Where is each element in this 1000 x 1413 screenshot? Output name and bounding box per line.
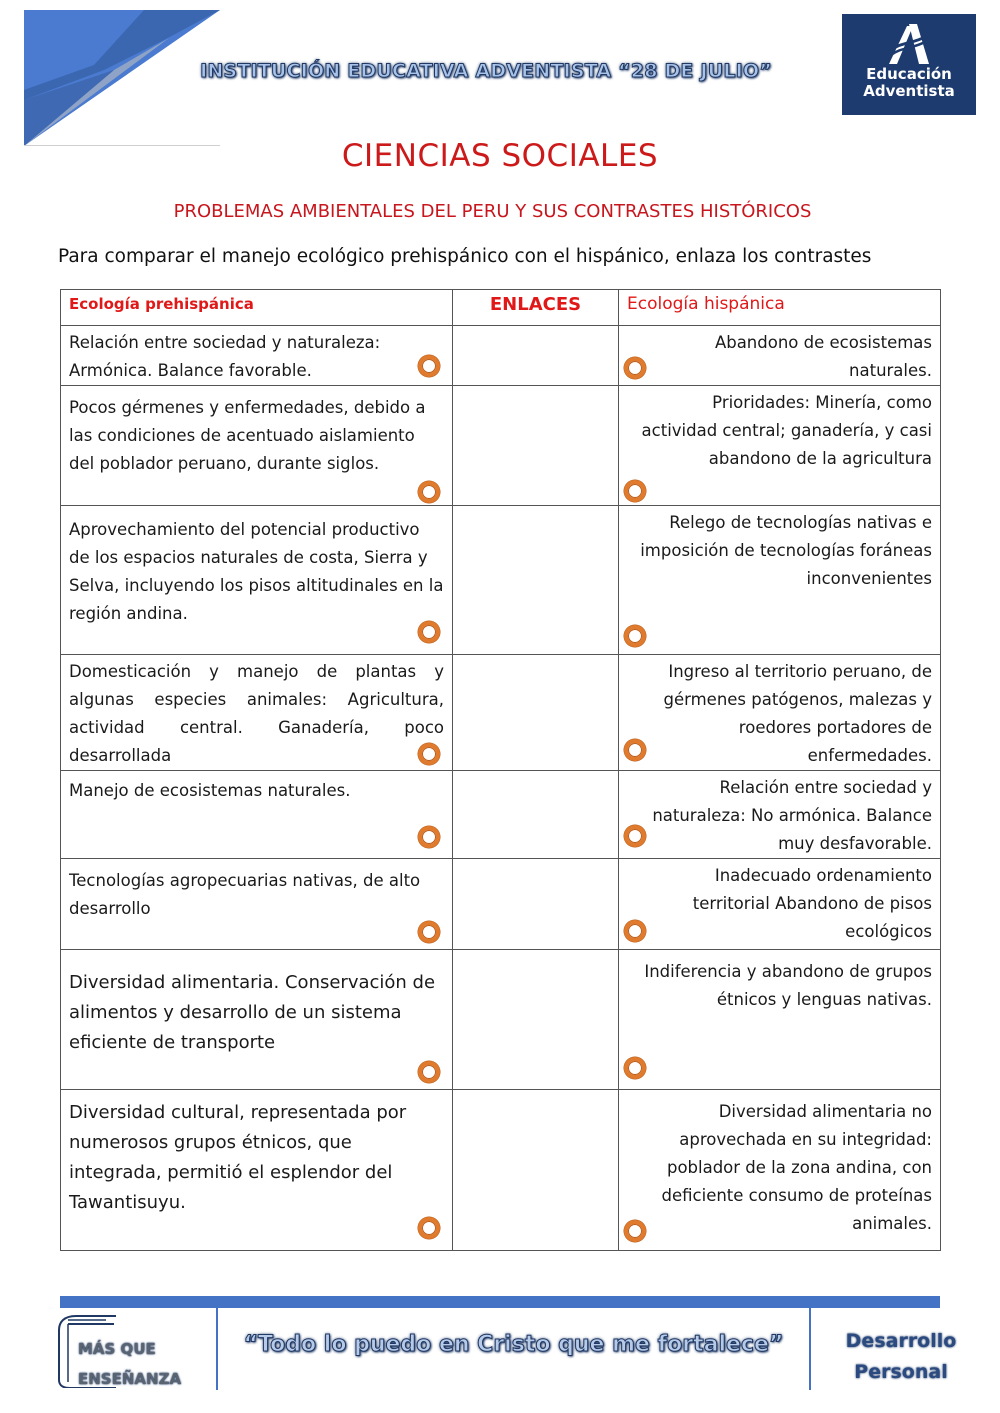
left-connector-dot-6[interactable]	[418, 921, 440, 943]
hispanic-cell	[619, 859, 941, 950]
footer-motto: “Todo lo puedo en Cristo que me fortalece”	[243, 1332, 784, 1357]
header-prehispanic: Ecología prehispánica	[61, 290, 453, 326]
left-connector-dot-1[interactable]	[418, 355, 440, 377]
prehispanic-cell	[61, 859, 453, 950]
link-area[interactable]	[453, 386, 619, 506]
educacion-adventista-logo	[842, 14, 976, 115]
right-connector-dot-6[interactable]	[624, 920, 646, 942]
prehispanic-text: Domesticación y manejo de plantas y algunas especies animales: Agricultura, actividad central. Ganadería, poco desarrollada	[69, 662, 444, 765]
left-connector-dot-7[interactable]	[418, 1061, 440, 1083]
left-connector-dot-3[interactable]	[418, 621, 440, 643]
link-area[interactable]	[453, 859, 619, 950]
hispanic-cell	[619, 950, 941, 1090]
prehispanic-text: Pocos gérmenes y enfermedades, debido a las condiciones de acentuado aislamiento del poblador peruano, durante siglos.	[69, 398, 426, 473]
link-area[interactable]	[453, 771, 619, 859]
hispanic-cell	[619, 1090, 941, 1251]
prehispanic-cell	[61, 326, 453, 386]
hispanic-text: Inadecuado ordenamiento territorial Abandono de pisos ecológicos	[692, 866, 932, 941]
left-connector-dot-5[interactable]	[418, 826, 440, 848]
right-connector-dot-1[interactable]	[624, 357, 646, 379]
hispanic-cell	[619, 771, 941, 859]
prehispanic-text: Manejo de ecosistemas naturales.	[69, 781, 351, 800]
adventist-a-logo-icon	[887, 22, 931, 66]
hispanic-text: Prioridades: Minería, como actividad central; ganadería, y casi abandono de la agricultura	[641, 393, 932, 468]
left-connector-dot-8[interactable]	[418, 1217, 440, 1239]
prehispanic-cell	[61, 506, 453, 655]
logo-text-line1: Educación	[866, 65, 952, 83]
prehispanic-cell	[61, 950, 453, 1090]
table-row	[61, 655, 941, 771]
left-connector-dot-4[interactable]	[418, 743, 440, 765]
logo-text-line2: Adventista	[863, 82, 955, 100]
footer-slogan-line2: ENSEÑANZA	[78, 1370, 182, 1388]
footer-area-label	[811, 1326, 991, 1388]
footer-slogan	[78, 1334, 181, 1394]
matching-table	[60, 289, 941, 1251]
subject-title: CIENCIAS SOCIALES	[341, 138, 659, 174]
table-row	[61, 506, 941, 655]
hispanic-cell	[619, 326, 941, 386]
hispanic-cell	[619, 386, 941, 506]
link-area[interactable]	[453, 655, 619, 771]
prehispanic-text: Relación entre sociedad y naturaleza: Armónica. Balance favorable.	[69, 333, 381, 380]
table-row	[61, 326, 941, 386]
footer-bar	[60, 1296, 940, 1308]
hispanic-cell	[619, 506, 941, 655]
table-row	[61, 859, 941, 950]
link-area[interactable]	[453, 950, 619, 1090]
right-connector-dot-8[interactable]	[624, 1220, 646, 1242]
table-row	[61, 386, 941, 506]
table-row	[61, 950, 941, 1090]
hispanic-cell	[619, 655, 941, 771]
table-row	[61, 771, 941, 859]
right-connector-dot-5[interactable]	[624, 825, 646, 847]
footer-area-line2: Personal	[854, 1361, 948, 1383]
prehispanic-cell	[61, 386, 453, 506]
prehispanic-cell	[61, 771, 453, 859]
right-connector-dot-3[interactable]	[624, 625, 646, 647]
hispanic-text: Relego de tecnologías nativas e imposición de tecnologías foráneas inconvenientes	[640, 513, 932, 588]
table-header-row	[61, 290, 941, 326]
institution-title: INSTITUCIÓN EDUCATIVA ADVENTISTA “28 DE JULIO”	[200, 60, 772, 82]
link-area[interactable]	[453, 326, 619, 386]
hispanic-text: Relación entre sociedad y naturaleza: No armónica. Balance muy desfavorable.	[652, 778, 932, 853]
link-area[interactable]	[453, 1090, 619, 1251]
right-connector-dot-2[interactable]	[624, 480, 646, 502]
hispanic-text: Indiferencia y abandono de grupos étnicos y lenguas nativas.	[644, 962, 932, 1009]
prehispanic-cell	[61, 1090, 453, 1251]
prehispanic-cell	[61, 655, 453, 771]
prehispanic-text: Tecnologías agropecuarias nativas, de alto desarrollo	[69, 871, 421, 918]
right-connector-dot-4[interactable]	[624, 739, 646, 761]
instructions-text: Para comparar el manejo ecológico prehispánico con el hispánico, enlaza los contrastes	[58, 246, 872, 267]
left-connector-dot-2[interactable]	[418, 481, 440, 503]
topic-title: PROBLEMAS AMBIENTALES DEL PERU Y SUS CONTRASTES HISTÓRICOS	[173, 201, 812, 222]
prehispanic-text: Diversidad cultural, representada por numerosos grupos étnicos, que integrada, permitió el esplendor del Tawantisuyu.	[69, 1102, 407, 1213]
table-row	[61, 1090, 941, 1251]
header-hispanic: Ecología hispánica	[619, 290, 941, 326]
prehispanic-text: Aprovechamiento del potencial productivo de los espacios naturales de costa, Sierra y Selva, incluyendo los pisos altitudinales en la región andina.	[69, 520, 444, 623]
prehispanic-text: Diversidad alimentaria. Conservación de alimentos y desarrollo de un sistema eficiente de transporte	[69, 972, 436, 1053]
footer-slogan-line1: MÁS QUE	[78, 1340, 156, 1358]
footer-area-line1: Desarrollo	[845, 1330, 957, 1352]
hispanic-text: Ingreso al territorio peruano, de gérmenes patógenos, malezas y roedores portadores de enfermedades.	[663, 662, 932, 765]
link-area[interactable]	[453, 506, 619, 655]
header-links: ENLACES	[453, 290, 619, 326]
right-connector-dot-7[interactable]	[624, 1057, 646, 1079]
hispanic-text: Diversidad alimentaria no aprovechada en su integridad: poblador de la zona andina, con deficiente consumo de proteínas animales.	[661, 1102, 932, 1233]
hispanic-text: Abandono de ecosistemas naturales.	[714, 333, 932, 380]
